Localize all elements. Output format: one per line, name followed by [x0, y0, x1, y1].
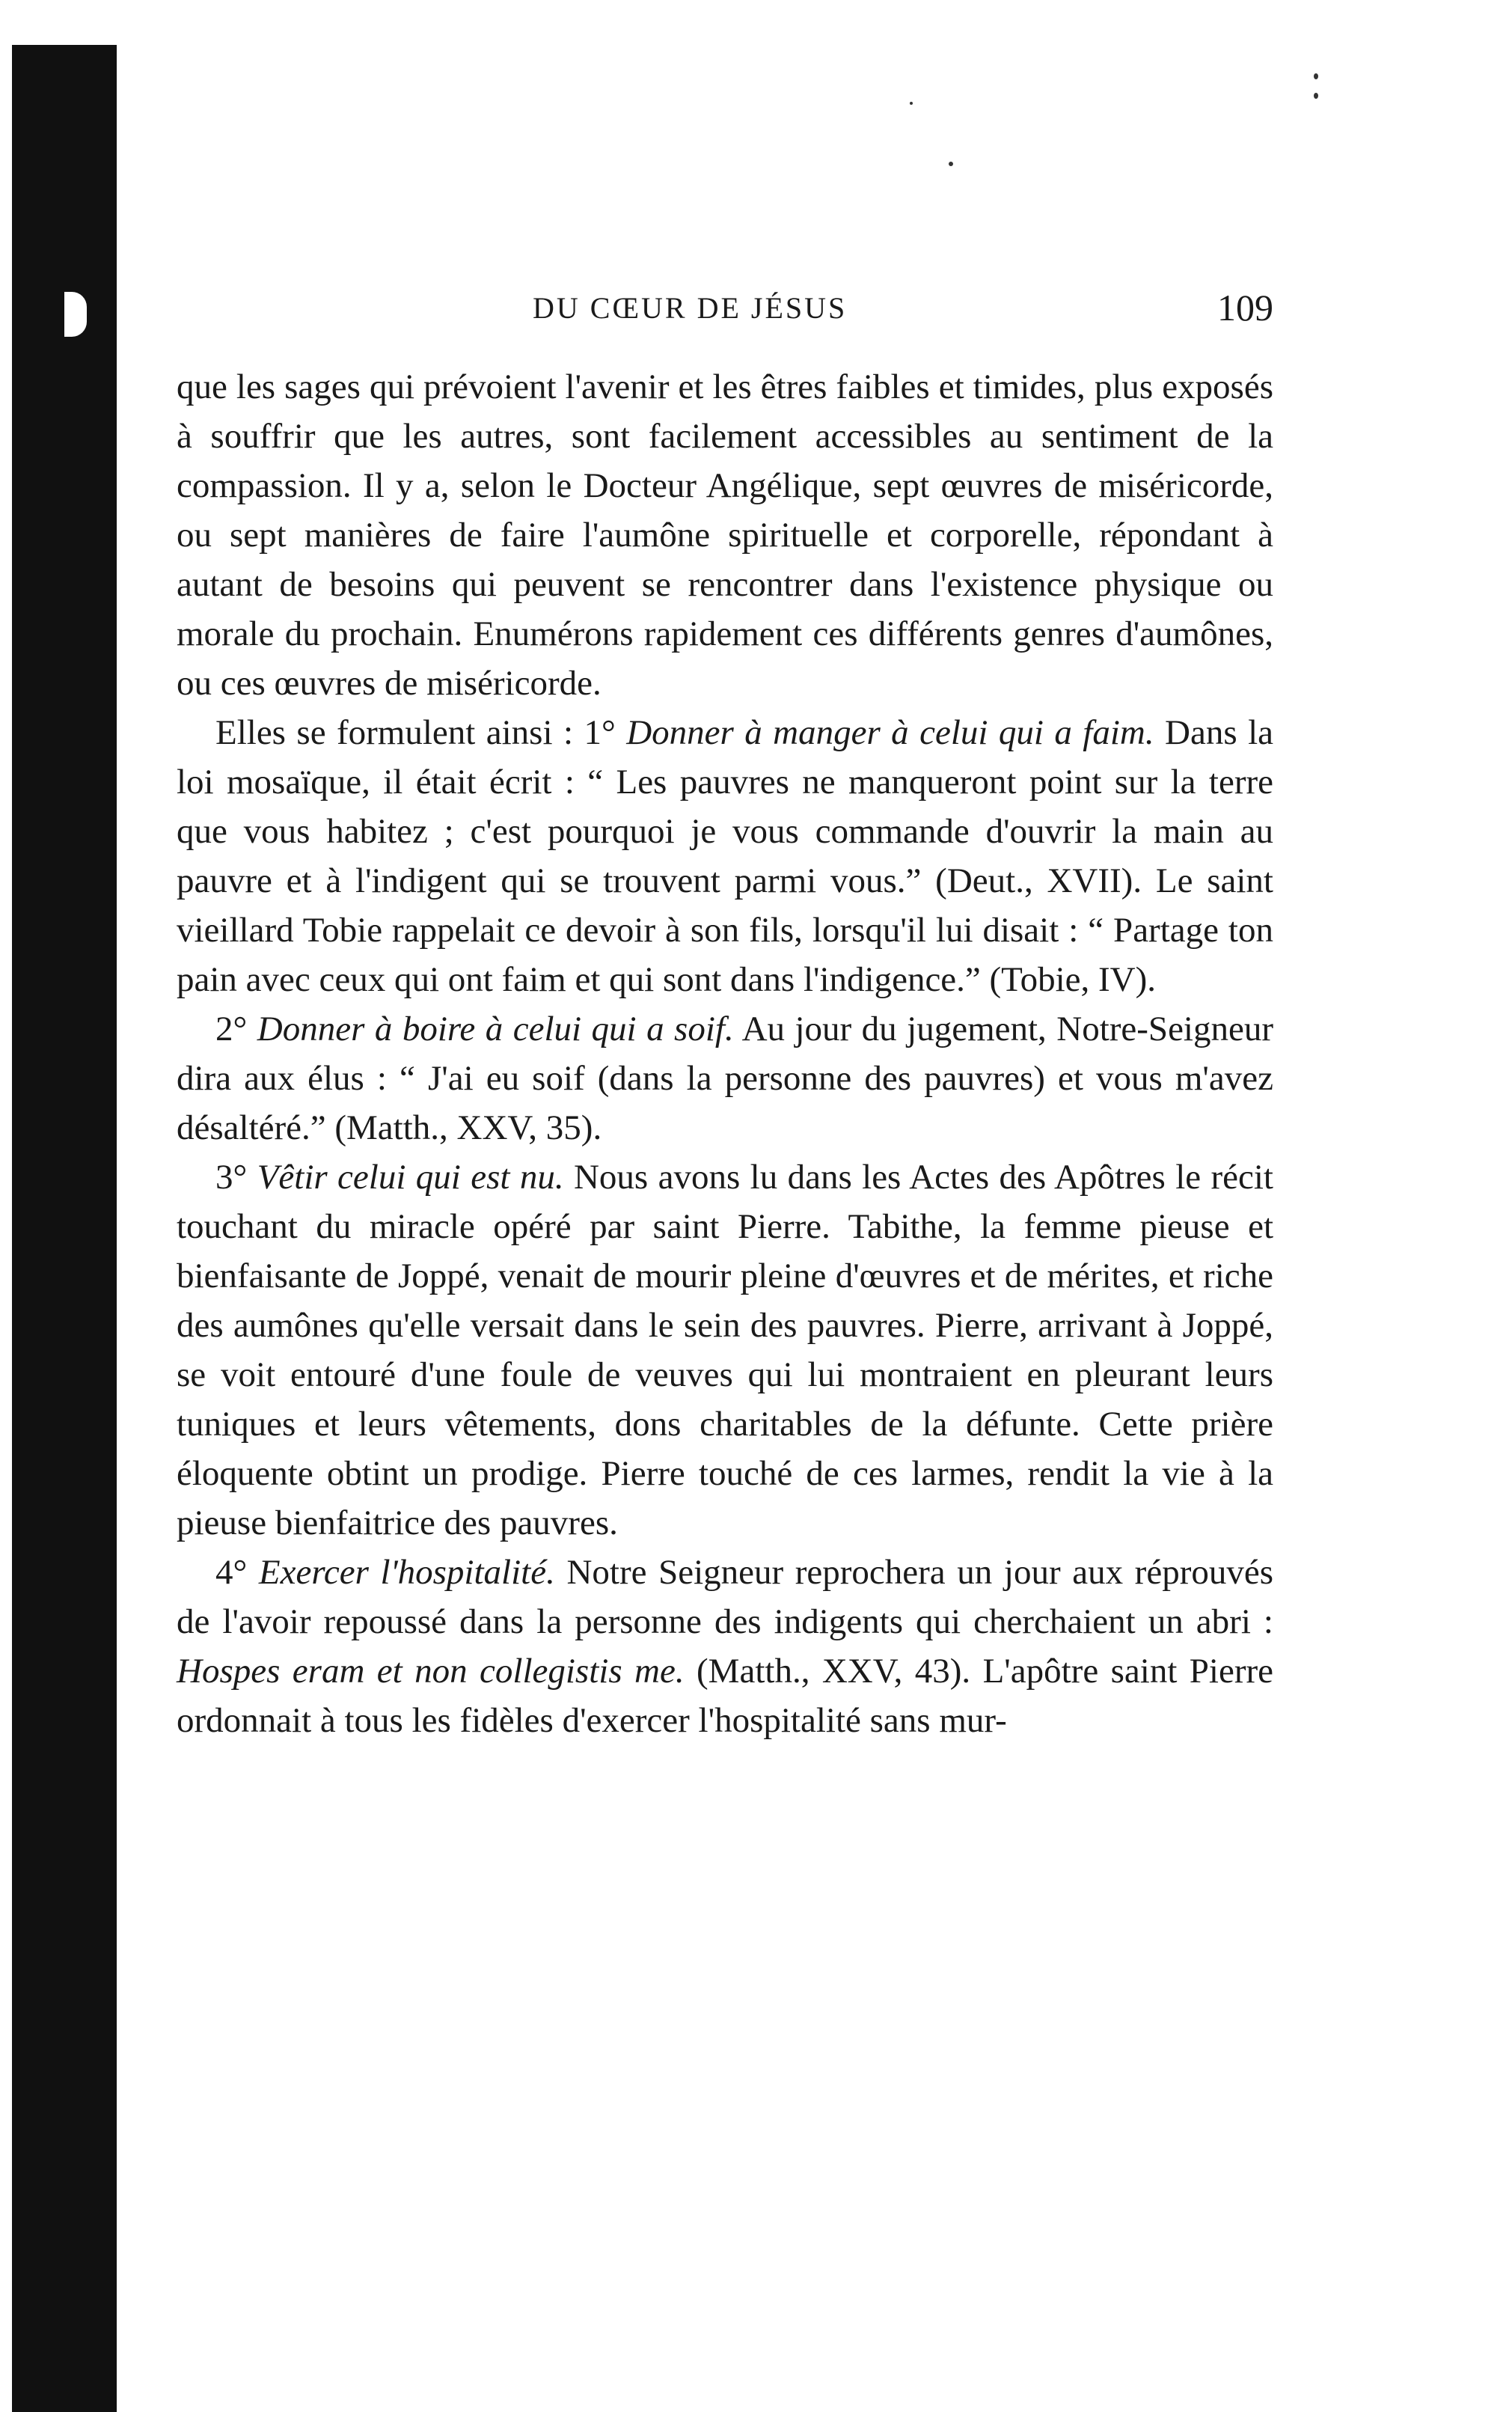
running-title: DU CŒUR DE JÉSUS — [533, 291, 848, 325]
scan-speck — [949, 162, 953, 166]
scan-speck — [910, 102, 913, 105]
paragraph-italic: Exercer l'hospitalité. — [258, 1553, 555, 1592]
paragraph-3 — [177, 1004, 1273, 1152]
paragraph-italic: Vêtir celui qui est nu. — [257, 1158, 564, 1197]
paragraph-4 — [177, 1152, 1273, 1548]
paragraph-lead: 2° — [215, 1010, 257, 1048]
paragraph-5 — [177, 1548, 1273, 1745]
paragraph-italic: Donner à manger à celui qui a faim. — [626, 713, 1154, 752]
paragraph-text: que les sages qui prévoient l'avenir et les êtres faibles et timides, plus exposés à souffrir que les autres, sont facilement accessibles au sentiment de la compassion. Il y a, selon le Docteur Angélique, sept œuvres de miséricorde, ou sept manières de faire l'aumône spirituelle et corporelle, répondant à autant de besoins qui peuvent se rencontrer dans l'existence physique ou morale du prochain. Enumérons rapidement ces différents genres d'aumônes, ou ces œuvres de miséricorde. — [177, 367, 1273, 703]
paragraph-italic: Donner à boire à celui qui a soif. — [257, 1010, 734, 1048]
paragraph-1 — [177, 362, 1273, 708]
paragraph-lead: Elles se formulent ainsi : 1° — [215, 713, 627, 752]
paragraph-rest: Dans la loi mosaïque, il était écrit : “ Les pauvres ne manqueront point sur la terre que vous habitez ; c'est pourquoi je vous commande d'ouvrir la main au pauvre et à l'indigent qui se trouvent parmi vous.” (Deut., XVII). Le saint vieillard Tobie rappelait ce devoir à son fils, lorsqu'il lui disait : “ Partage ton pain avec ceux qui ont faim et qui sont dans l'indigence.” (Tobie, IV). — [177, 713, 1274, 999]
paragraph-rest: Notre Seigneur reprochera un jour aux réprouvés de l'avoir repoussé dans la personne des indigents qui cherchaient un abri : — [177, 1553, 1273, 1641]
paragraph-italic-latin: Hospes eram et non collegistis me. — [177, 1652, 685, 1691]
scan-speck — [1314, 73, 1318, 79]
scan-speck — [1314, 93, 1318, 99]
text-body — [177, 362, 1273, 1745]
paragraph-rest-2: (Matth., XXV, 43). L'apôtre saint Pierre ordonnait à tous les fidèles d'exercer l'hospitalité sans mur- — [177, 1652, 1274, 1740]
page-binding-edge — [12, 45, 117, 2412]
page-header — [177, 287, 1273, 335]
paragraph-lead: 4° — [215, 1553, 259, 1592]
paragraph-rest: Nous avons lu dans les Actes des Apôtres le récit touchant du miracle opéré par saint Pierre. Tabithe, la femme pieuse et bienfaisante de Joppé, venait de mourir pleine d'œuvres et de mérites, et riche des aumônes qu'elle versait dans le sein des pauvres. Pierre, arrivant à Joppé, se voit entouré d'une foule de veuves qui lui montraient en pleurant leurs tuniques et leurs vêtements, dons charitables de la défunte. Cette prière éloquente obtint un prodige. Pierre touché de ces larmes, rendit la vie à la pieuse bienfaitrice des pauvres. — [177, 1158, 1273, 1542]
page-number: 109 — [1217, 287, 1273, 329]
paragraph-lead: 3° — [215, 1158, 257, 1197]
paragraph-rest: Au jour du jugement, Notre-Seigneur dira aux élus : “ J'ai eu soif (dans la personne des pauvres) et vous m'avez désaltéré.” (Matth., XXV, 35). — [177, 1010, 1273, 1147]
paragraph-2 — [177, 708, 1273, 1004]
binding-notch — [64, 292, 87, 337]
